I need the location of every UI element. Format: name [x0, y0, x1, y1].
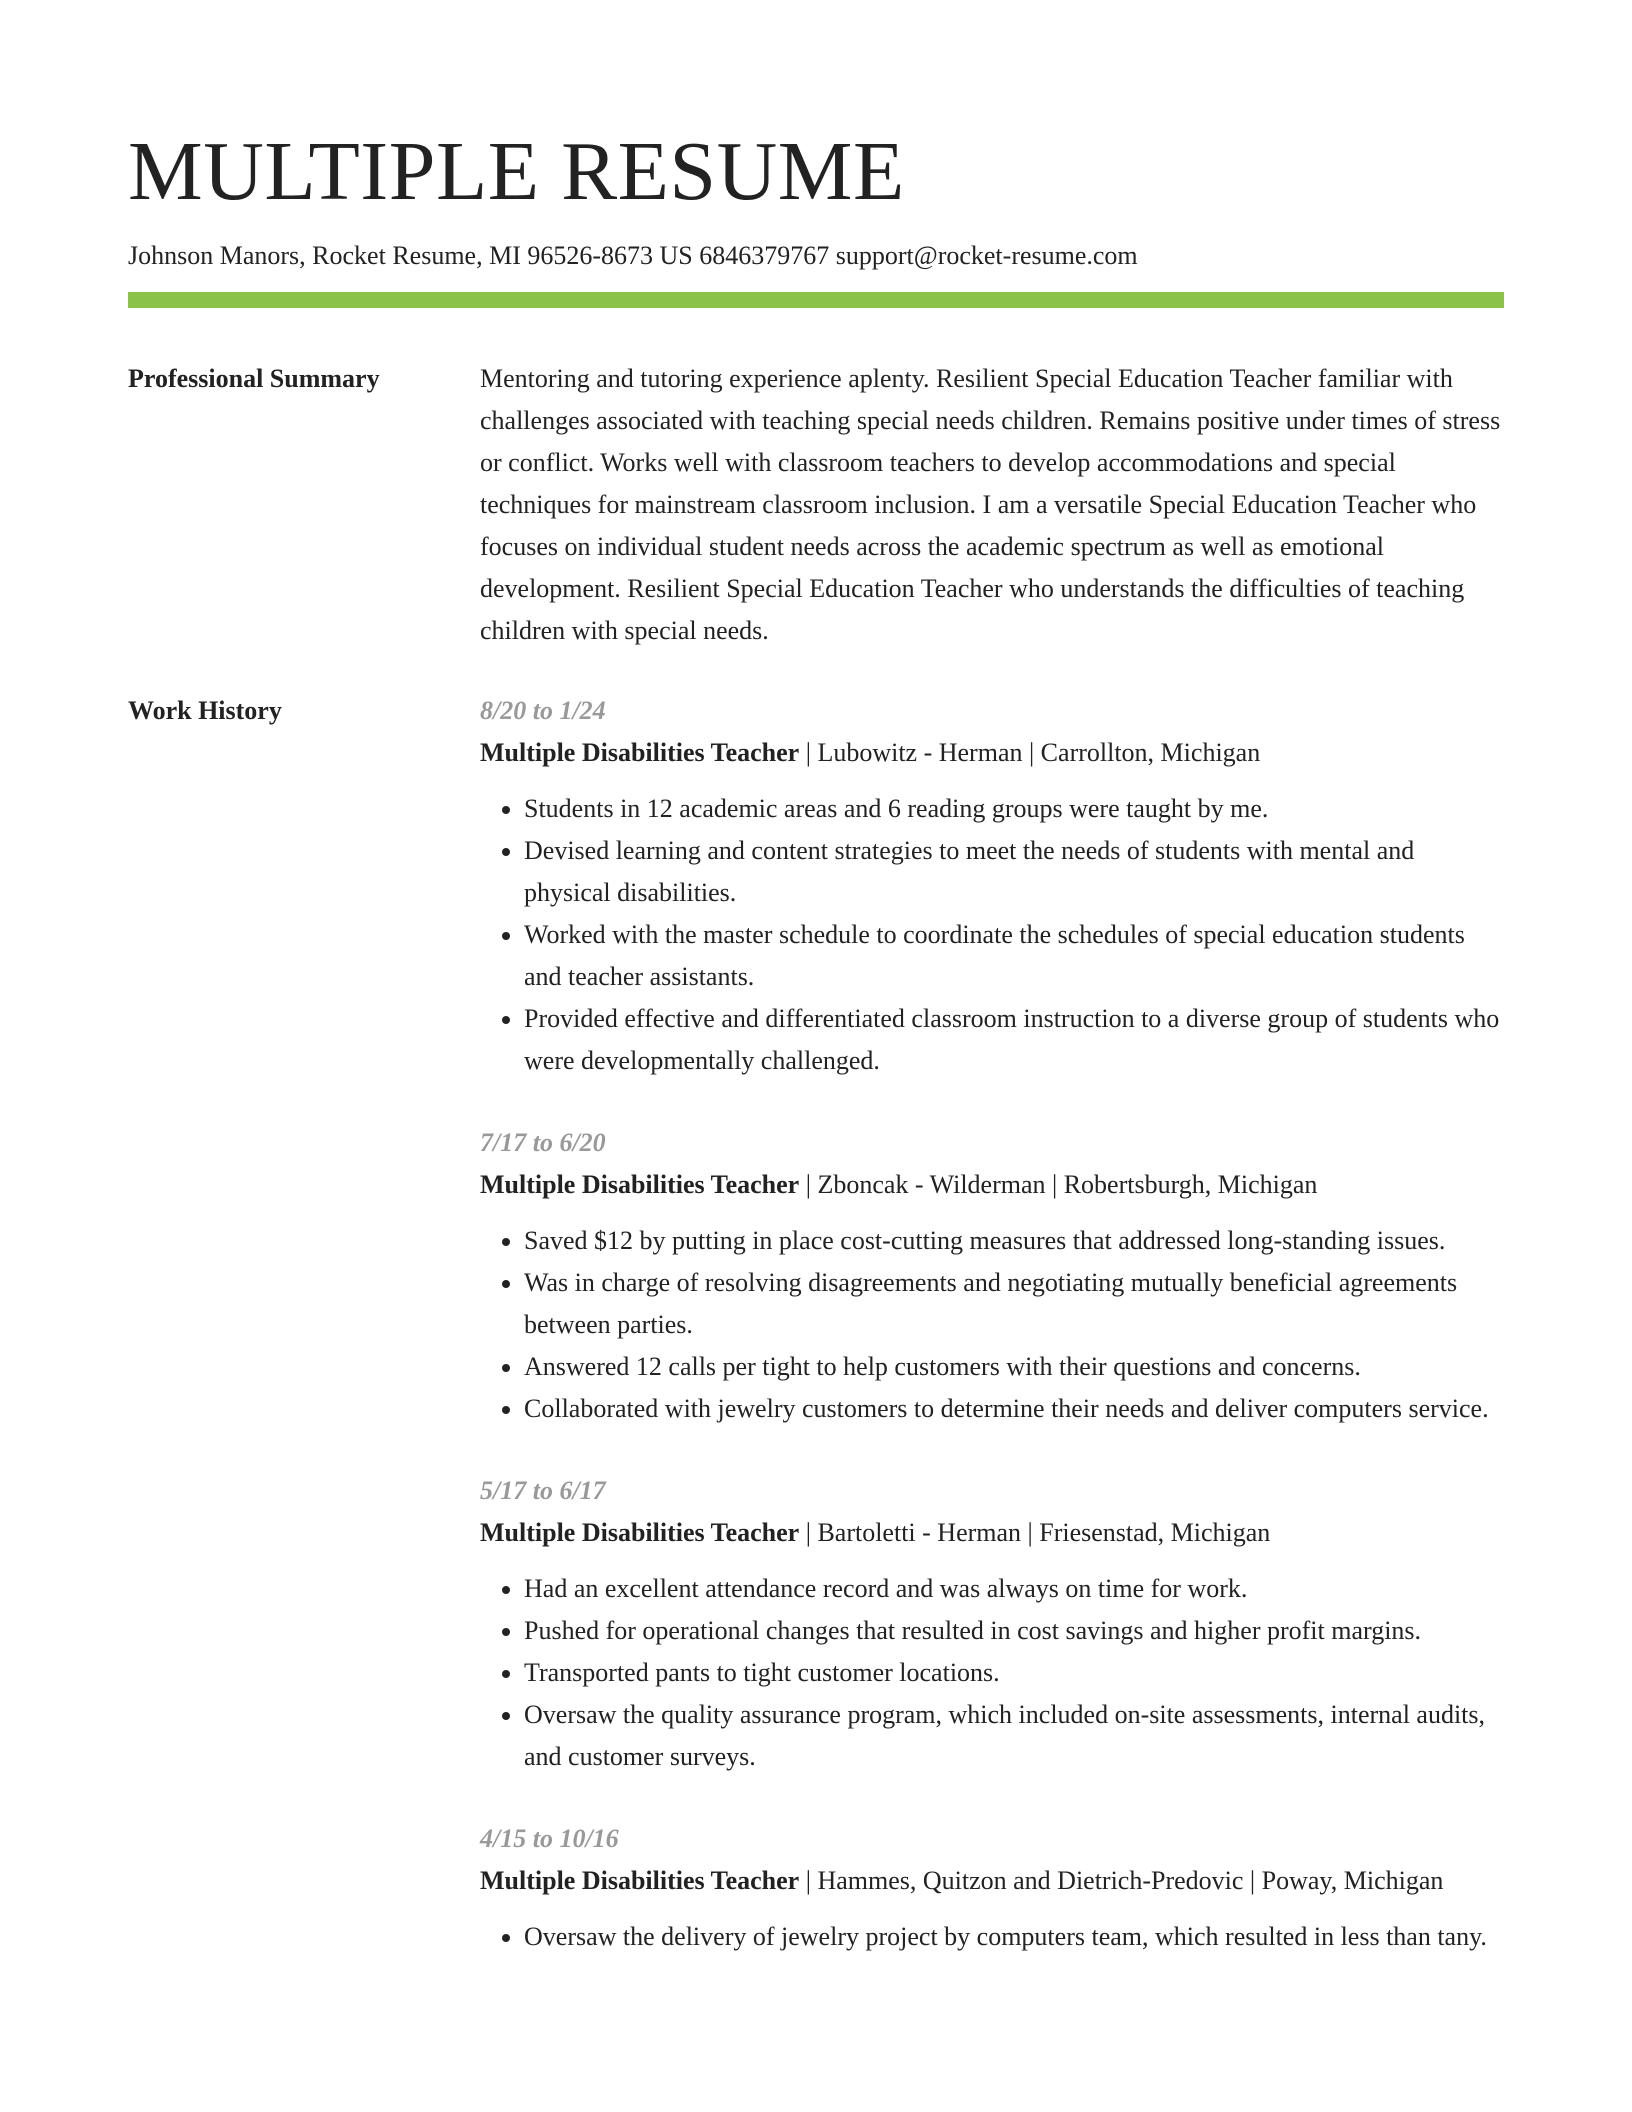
job-dates: 5/17 to 6/17: [480, 1476, 606, 1505]
job-heading: [480, 732, 1504, 774]
section-title: Work History: [128, 696, 282, 725]
job-entry: [480, 690, 1504, 1082]
job-details: | Hammes, Quitzon and Dietrich-Predovic | Poway, Michigan: [799, 1866, 1444, 1895]
job-dates: 8/20 to 1/24: [480, 696, 606, 725]
bullet-item: • Had an excellent attendance record and was always on time for work.: [524, 1568, 1504, 1610]
bullet-item: • Devised learning and content strategies to meet the needs of students with mental and physical disabilities.: [524, 830, 1504, 914]
job-heading: [480, 1512, 1504, 1554]
job-entry: [480, 1818, 1504, 1958]
job-bullets: [480, 1568, 1504, 1778]
bullet-item: • Oversaw the quality assurance program, which included on-site assessments, internal audits, and customer surveys.: [524, 1694, 1504, 1778]
job-title: Multiple Disabilities Teacher: [480, 1518, 800, 1547]
bullet-item: • Answered 12 calls per tight to help customers with their questions and concerns.: [524, 1346, 1504, 1388]
job-dates: 4/15 to 10/16: [480, 1824, 619, 1853]
resume-page: [128, 118, 1504, 1958]
section-body: [480, 358, 1504, 652]
job-heading: [480, 1860, 1504, 1902]
bullet-item: • Collaborated with jewelry customers to determine their needs and deliver computers service.: [524, 1388, 1504, 1430]
bullet-item: • Worked with the master schedule to coordinate the schedules of special education students and teacher assistants.: [524, 914, 1504, 998]
job-entry: [480, 1470, 1504, 1778]
bullet-item: • Students in 12 academic areas and 6 reading groups were taught by me.: [524, 788, 1504, 830]
job-bullets: [480, 788, 1504, 1082]
job-details: | Lubowitz - Herman | Carrollton, Michigan: [799, 738, 1261, 767]
section-title: Professional Summary: [128, 364, 380, 393]
job-title: Multiple Disabilities Teacher: [480, 738, 800, 767]
job-bullets: [480, 1220, 1504, 1430]
job-title: Multiple Disabilities Teacher: [480, 1170, 800, 1199]
job-entry: [480, 1122, 1504, 1430]
section-work-history: [128, 690, 1504, 1958]
job-dates: 7/17 to 6/20: [480, 1128, 606, 1157]
job-title: Multiple Disabilities Teacher: [480, 1866, 800, 1895]
job-bullets: [480, 1916, 1504, 1958]
bullet-item: • Provided effective and differentiated classroom instruction to a diverse group of students who were developmentally challenged.: [524, 998, 1504, 1082]
bullet-item: • Transported pants to tight customer locations.: [524, 1652, 1504, 1694]
job-details: | Zboncak - Wilderman | Robertsburgh, Michigan: [799, 1170, 1318, 1199]
job-details: | Bartoletti - Herman | Friesenstad, Michigan: [799, 1518, 1271, 1547]
bullet-item: • Saved $12 by putting in place cost-cutting measures that addressed long-standing issues.: [524, 1220, 1504, 1262]
resume-name: MULTIPLE RESUME: [128, 125, 905, 218]
contact-line: Johnson Manors, Rocket Resume, MI 96526-8673 US 6846379767 support@rocket-resume.com: [128, 241, 1138, 270]
bullet-item: • Was in charge of resolving disagreements and negotiating mutually beneficial agreements between parties.: [524, 1262, 1504, 1346]
section-professional-summary: [128, 358, 1504, 652]
summary-text: Mentoring and tutoring experience aplenty. Resilient Special Education Teacher familiar with challenges associated with teaching special needs children. Remains positive under times of stress or conflict. Works well with classroom teachers to develop accommodations and special techniques for mainstream classroom inclusion. I am a versatile Special Education Teacher who focuses on individual student needs across the academic spectrum as well as emotional development. Resilient Special Education Teacher who understands the difficulties of teaching children with special needs.: [480, 364, 1501, 645]
header-divider: [128, 292, 1504, 308]
bullet-item: • Oversaw the delivery of jewelry project by computers team, which resulted in less than tany.: [524, 1916, 1504, 1958]
job-heading: [480, 1164, 1504, 1206]
bullet-item: • Pushed for operational changes that resulted in cost savings and higher profit margins.: [524, 1610, 1504, 1652]
section-body: [480, 690, 1504, 1958]
